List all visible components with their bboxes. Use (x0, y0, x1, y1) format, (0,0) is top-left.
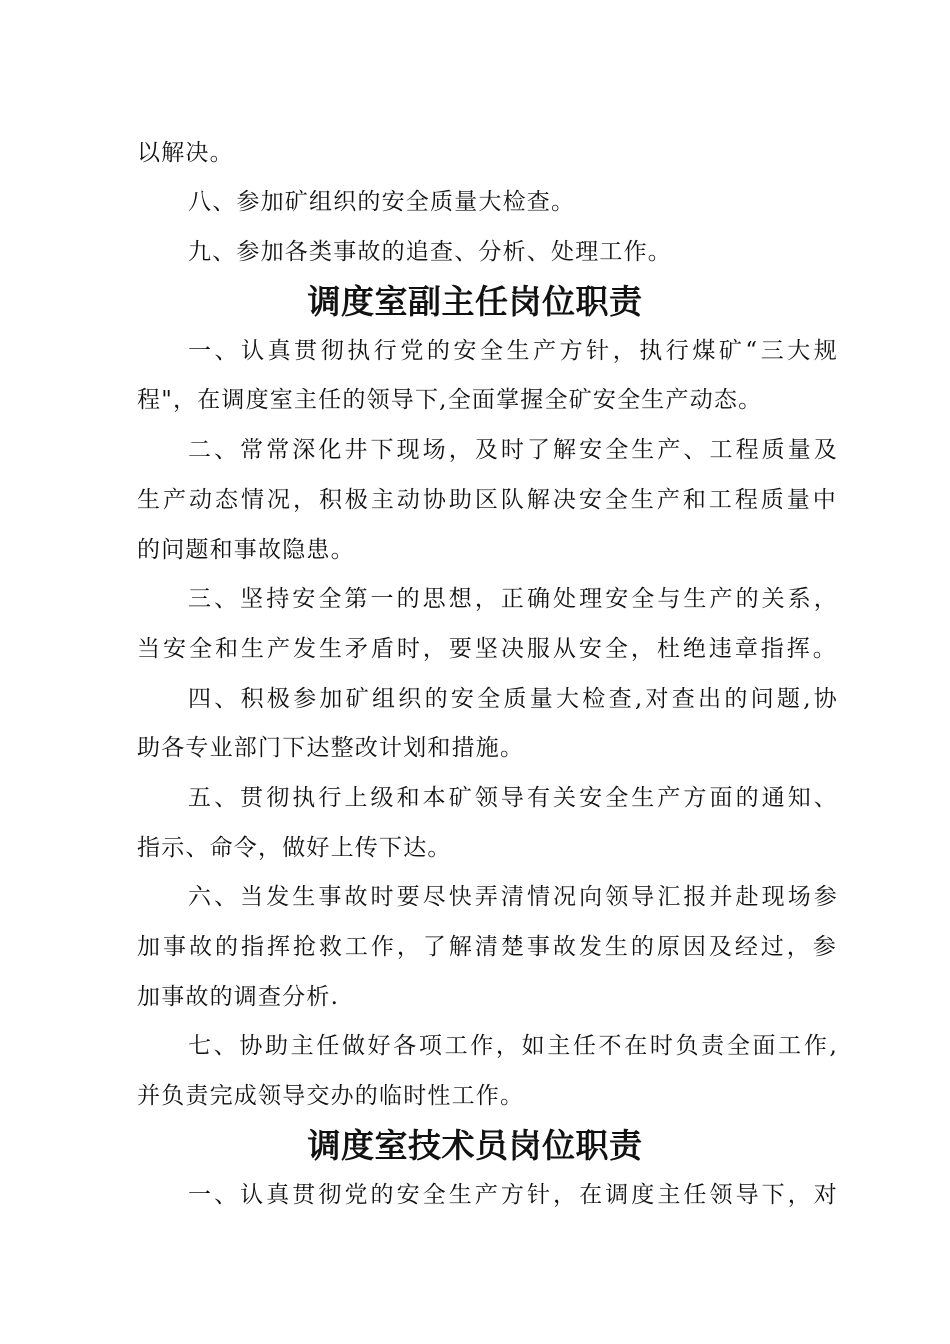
paragraph-line: 指示、命令，做好上传下达。 (137, 835, 452, 861)
paragraph-line: 二、常常深化井下现场，及时了解安全生产、工程质量及 (188, 437, 838, 463)
paragraph-line: 五、贯彻执行上级和本矿领导有关安全生产方面的通知、 (188, 785, 838, 811)
paragraph-line: 六、当发生事故时要尽快弄清情况向领导汇报并赴现场参 (188, 884, 838, 910)
paragraph-line: 七、协助主任做好各项工作，如主任不在时负责全面工作, (188, 1033, 838, 1059)
paragraph-line: 程"，在调度室主任的领导下,全面掌握全矿安全生产动态。 (137, 387, 763, 413)
paragraph-line: 并负责完成领导交办的临时性工作。 (137, 1083, 525, 1109)
paragraph-line: 八、参加矿组织的安全质量大检查。 (188, 189, 576, 215)
paragraph-line: 一、认真贯彻党的安全生产方针，在调度主任领导下，对 (188, 1182, 838, 1208)
paragraph-line: 以解决。 (137, 140, 234, 166)
section-heading: 调度室副主任岗位职责 (307, 282, 643, 321)
paragraph-line: 加事故的调查分析. (137, 984, 340, 1010)
paragraph-line: 九、参加各类事故的追查、分析、处理工作。 (188, 239, 672, 265)
paragraph-line: 加事故的指挥抢救工作，了解清楚事故发生的原因及经过，参 (137, 934, 837, 960)
paragraph-line: 一、认真贯彻执行党的安全生产方针，执行煤矿“三大规 (188, 338, 838, 364)
paragraph-line: 当安全和生产发生矛盾时，要坚决服从安全，杜绝违章指挥。 (137, 636, 837, 662)
section-heading: 调度室技术员岗位职责 (307, 1126, 643, 1165)
paragraph-line: 四、积极参加矿组织的安全质量大检查,对查出的问题,协 (188, 686, 838, 712)
paragraph-line: 助各专业部门下达整改计划和措施。 (137, 735, 525, 761)
paragraph-line: 的问题和事故隐患。 (137, 537, 355, 563)
paragraph-line: 生产动态情况，积极主动协助区队解决安全生产和工程质量中 (137, 487, 837, 513)
paragraph-line: 三、坚持安全第一的思想，正确处理安全与生产的关系， (188, 586, 838, 612)
